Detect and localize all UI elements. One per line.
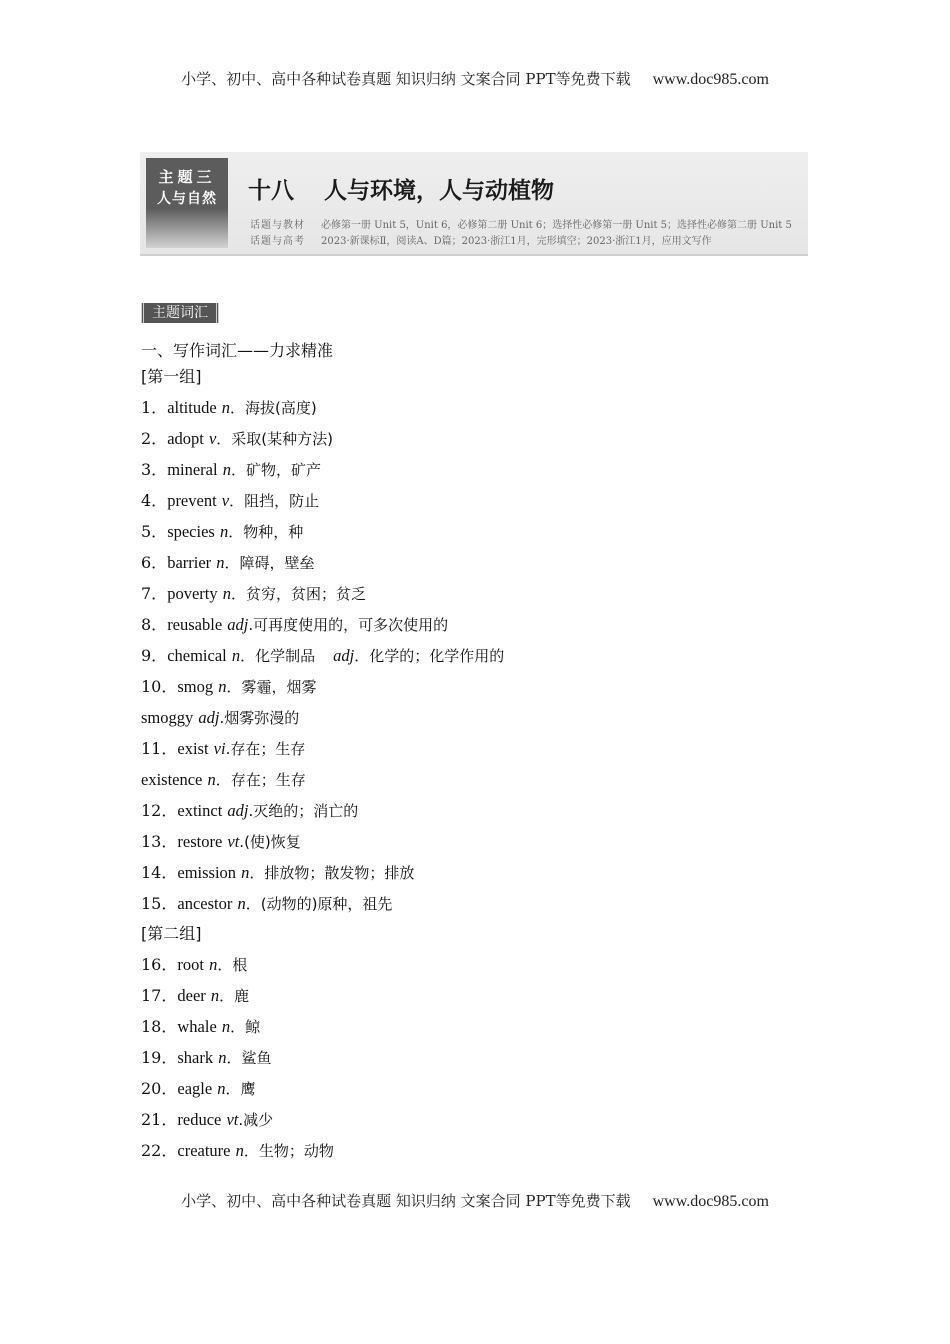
vocab-entry (141, 516, 821, 547)
page-header (0, 68, 950, 89)
entry-pos-dot: . (248, 802, 254, 820)
entry-word: smoggy (141, 708, 194, 727)
topic-banner (140, 152, 808, 256)
entry-gloss: 阻挡，防止 (244, 492, 320, 510)
entry-gloss-secondary: 化学的；化学作用的 (369, 647, 505, 665)
vocab-entry (141, 795, 821, 826)
entry-number: 20． (141, 1079, 178, 1098)
entry-pos: n (235, 1141, 244, 1160)
vocab-entry (141, 609, 821, 640)
entry-number: 22． (141, 1141, 178, 1160)
entry-pos: vt (227, 832, 240, 851)
entry-pos-dot: . (239, 833, 245, 851)
entry-pos-dot: ． (230, 399, 246, 417)
entry-gloss: 存在；生存 (230, 771, 306, 789)
entry-word: mineral (167, 460, 218, 479)
entry-pos-dot: . (225, 740, 231, 758)
entry-pos-dot: ． (217, 956, 233, 974)
entry-gloss: 排放物；散发物；排放 (264, 864, 415, 882)
vocab-entry (141, 1011, 821, 1042)
unit-number: 十八 (248, 178, 294, 204)
entry-number: 7． (141, 584, 168, 603)
entry-pos-dot: . (219, 709, 225, 727)
entry-pos: n (219, 522, 229, 541)
theme-badge-line2: 人与自然 (157, 191, 217, 207)
entry-pos-dot: ． (243, 1142, 259, 1160)
entry-number: 12． (141, 801, 178, 820)
entry-pos-dot: ． (230, 461, 246, 479)
entry-pos-dot: ． (224, 554, 240, 572)
vocab-entry (141, 1135, 821, 1166)
entry-pos-dot: ． (226, 1049, 242, 1067)
entry-gloss: 根 (232, 956, 248, 974)
entry-word: emission (177, 863, 237, 882)
entry-word: smog (177, 677, 214, 696)
entry-pos: n (222, 584, 231, 603)
vocab-entry (141, 980, 821, 1011)
entry-pos: n (221, 398, 231, 417)
entry-pos-dot: ． (245, 895, 261, 913)
entry-word: species (167, 522, 215, 541)
vocab-entry (141, 547, 821, 578)
entry-pos: n (237, 894, 246, 913)
theme-badge (146, 158, 228, 248)
exam-topic-label: 话题与高考 (250, 236, 305, 247)
vocab-entry (141, 826, 821, 857)
vocab-entry (141, 392, 821, 423)
entry-number: 6． (141, 553, 168, 572)
entry-word: prevent (167, 491, 217, 510)
entry-gloss: 化学制品 (255, 647, 316, 665)
entry-pos: n (218, 677, 227, 696)
entry-gloss: 鲨鱼 (241, 1049, 272, 1067)
entry-gloss: (动物的)原种，祖先 (260, 895, 393, 913)
entry-number: 8． (141, 615, 168, 634)
entry-gloss: 鲸 (245, 1018, 261, 1036)
vocab-entry (141, 702, 821, 733)
entry-pos: n (241, 863, 250, 882)
vocab-entry (141, 764, 821, 795)
entry-pos-dot: ． (354, 647, 370, 665)
entry-pos: adj (227, 615, 249, 634)
entry-gloss: 烟雾弥漫的 (224, 709, 300, 727)
entry-pos: adj (198, 708, 220, 727)
entry-pos-dot: ． (230, 1018, 246, 1036)
textbook-topic-line (250, 216, 792, 231)
entry-pos: n (218, 1048, 227, 1067)
entry-pos: n (207, 770, 216, 789)
entry-pos-dot: . (238, 1111, 244, 1129)
vocab-entry (141, 1073, 821, 1104)
header-text: 小学、初中、高中各种试卷真题 知识归纳 文案合同 PPT等免费下载 (181, 70, 631, 88)
entry-number: 5． (141, 522, 168, 541)
entry-pos: n (216, 553, 225, 572)
entry-gloss: 雾霾，烟雾 (241, 678, 317, 696)
entry-word: barrier (167, 553, 212, 572)
entry-word: extinct (177, 801, 223, 820)
unit-title: 人与环境，人与动植物 (324, 178, 554, 204)
entry-gloss: 采取(某种方法) (231, 430, 334, 448)
entry-number: 3． (141, 460, 168, 479)
entry-word: existence (141, 770, 203, 789)
entry-gloss: 生物；动物 (258, 1142, 334, 1160)
entry-gloss: 灭绝的；消亡的 (253, 802, 359, 820)
entry-number: 18． (141, 1017, 178, 1036)
entry-gloss: 物种，种 (243, 523, 304, 541)
exam-topic-line (250, 232, 712, 247)
entry-number: 9． (141, 646, 168, 665)
entry-pos: n (231, 646, 241, 665)
vocab-entry (141, 733, 821, 764)
entry-pos: v (221, 491, 230, 510)
section-tag: 主题词汇 (141, 303, 219, 323)
entry-word: restore (177, 832, 223, 851)
entry-word: chemical (167, 646, 227, 665)
entry-number: 11． (141, 739, 178, 758)
entry-word: root (177, 955, 204, 974)
entry-gloss: 存在；生存 (230, 740, 306, 758)
entry-number: 16． (141, 955, 178, 974)
footer-url[interactable]: www.doc985.com (652, 1193, 769, 1210)
entry-gloss: 可再度使用的，可多次使用的 (253, 616, 449, 634)
theme-badge-line1: 主题三 (158, 168, 216, 186)
entry-word: exist (177, 739, 209, 758)
entry-pos-dot: ． (240, 647, 256, 665)
entry-number: 1． (141, 398, 168, 417)
exam-topic-text: 2023·新课标Ⅱ，阅读A、D篇；2023·浙江1月，完形填空；2023·浙江1月，应用文写作 (321, 236, 712, 247)
entry-word: poverty (167, 584, 218, 603)
section-heading: 一、写作词汇——力求精准 (141, 341, 334, 360)
vocab-entry (141, 640, 821, 671)
entry-gloss: 障碍，壁垒 (239, 554, 315, 572)
entry-number: 19． (141, 1048, 178, 1067)
entry-pos-dot: ． (228, 523, 244, 541)
entry-pos-dot: ． (216, 430, 232, 448)
entry-pos: adj (227, 801, 249, 820)
entry-word: eagle (177, 1079, 213, 1098)
textbook-topic-text: 必修第一册 Unit 5，Unit 6，必修第二册 Unit 6；选择性必修第一册 Unit 5；选择性必修第二册 Unit 5 (321, 220, 792, 231)
entry-gloss: 鹰 (240, 1080, 256, 1098)
entry-pos-dot: ． (226, 678, 242, 696)
entry-pos-dot: ． (219, 987, 235, 1005)
entry-pos: vi (213, 739, 226, 758)
entry-number: 14． (141, 863, 178, 882)
entry-gloss: 鹿 (234, 987, 250, 1005)
vocab-entry (141, 888, 821, 919)
entry-pos-dot: ． (215, 771, 231, 789)
entry-gloss: 贫穷，贫困；贫乏 (245, 585, 366, 603)
entry-pos: n (222, 460, 231, 479)
entry-word: deer (177, 986, 206, 1005)
entry-word: ancestor (177, 894, 233, 913)
vocab-entry (141, 454, 821, 485)
group-label: [第一组] (141, 367, 202, 386)
entry-number: 15． (141, 894, 178, 913)
entry-word: altitude (167, 398, 217, 417)
entry-word: reduce (177, 1110, 222, 1129)
vocab-entry (141, 671, 821, 702)
entry-number: 4． (141, 491, 168, 510)
page-footer (0, 1190, 950, 1211)
entry-gloss: (使)恢复 (244, 833, 301, 851)
banner-title (248, 172, 554, 205)
entry-pos: n (217, 1079, 226, 1098)
entry-pos-dot: ． (230, 585, 246, 603)
entry-gloss: 减少 (243, 1111, 274, 1129)
entry-pos: vt (226, 1110, 239, 1129)
entry-pos: n (221, 1017, 231, 1036)
vocab-entry (141, 949, 821, 980)
vocabulary-list (141, 338, 821, 1166)
entry-word: reusable (167, 615, 223, 634)
entry-pos: n (209, 955, 218, 974)
entry-gloss: 海拔(高度) (245, 399, 317, 417)
entry-number: 13． (141, 832, 178, 851)
entry-gloss: 矿物，矿产 (245, 461, 321, 479)
entry-pos: n (210, 986, 220, 1005)
vocab-entry (141, 1104, 821, 1135)
vocab-entry (141, 485, 821, 516)
entry-pos-secondary: adj (333, 646, 355, 665)
entry-number: 17． (141, 986, 178, 1005)
entry-number: 10． (141, 677, 178, 696)
entry-number: 2． (141, 429, 168, 448)
entry-pos-dot: ． (249, 864, 265, 882)
entry-pos: v (208, 429, 217, 448)
header-url[interactable]: www.doc985.com (652, 71, 769, 88)
entry-word: creature (177, 1141, 231, 1160)
entry-pos-dot: ． (229, 492, 245, 510)
footer-text: 小学、初中、高中各种试卷真题 知识归纳 文案合同 PPT等免费下载 (181, 1192, 631, 1210)
entry-pos-dot: . (248, 616, 254, 634)
entry-pos-dot: ． (225, 1080, 241, 1098)
entry-word: adopt (167, 429, 204, 448)
vocab-entry (141, 1042, 821, 1073)
vocab-entry (141, 857, 821, 888)
vocabulary-lines (141, 362, 821, 1166)
group-label: [第二组] (141, 924, 202, 943)
entry-number: 21． (141, 1110, 178, 1129)
vocab-entry (141, 578, 821, 609)
vocab-entry (141, 423, 821, 454)
entry-word: shark (177, 1048, 214, 1067)
textbook-topic-label: 话题与教材 (250, 220, 305, 231)
entry-word: whale (177, 1017, 217, 1036)
